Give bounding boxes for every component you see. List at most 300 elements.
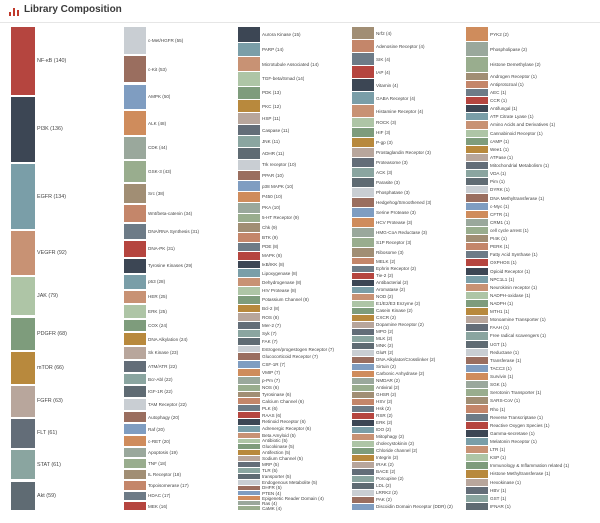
treemap-tile[interactable] <box>238 233 260 242</box>
treemap-tile[interactable] <box>124 291 146 303</box>
treemap-tile-label: Antibiotic (5) <box>262 438 288 444</box>
treemap-tile[interactable] <box>466 462 488 469</box>
treemap-tile[interactable] <box>11 277 35 315</box>
treemap-tile-label: Tyrosinase (6) <box>262 391 292 397</box>
treemap-tile[interactable] <box>466 162 488 169</box>
treemap-tile-label: Carbonic Anhydrase (2) <box>376 371 425 377</box>
treemap-tile[interactable] <box>124 224 146 239</box>
treemap-tile[interactable] <box>238 346 260 353</box>
treemap-tile[interactable] <box>352 301 374 307</box>
treemap-tile[interactable] <box>352 364 374 370</box>
treemap-tile-label: TLR (5) <box>262 467 278 473</box>
treemap-tile[interactable] <box>11 27 35 95</box>
treemap-tile[interactable] <box>238 261 260 269</box>
treemap-tile[interactable] <box>124 347 146 358</box>
treemap-tile[interactable] <box>238 491 260 495</box>
treemap-tile[interactable] <box>352 53 374 65</box>
treemap-tile[interactable] <box>352 371 374 377</box>
treemap-tile-label: TGF-beta/Smad (14) <box>262 76 305 82</box>
treemap-tile[interactable] <box>238 160 260 170</box>
treemap-tile[interactable] <box>238 214 260 223</box>
treemap-tile[interactable] <box>238 361 260 368</box>
treemap-tile-label: Dopamine Receptor (2) <box>376 322 424 328</box>
treemap-tile[interactable] <box>238 125 260 136</box>
treemap-tile[interactable] <box>466 203 488 210</box>
treemap-tile[interactable] <box>352 158 374 167</box>
treemap-tile[interactable] <box>238 287 260 295</box>
treemap-tile-label: IGF-1R (22) <box>148 389 173 395</box>
treemap-tile[interactable] <box>238 444 260 449</box>
treemap-tile[interactable] <box>352 385 374 391</box>
treemap-tile[interactable] <box>124 436 146 446</box>
treemap-tile[interactable] <box>466 332 488 339</box>
treemap-tile[interactable] <box>352 228 374 237</box>
treemap-tile-label: NOS (6) <box>262 385 279 391</box>
treemap-tile[interactable] <box>466 503 488 510</box>
treemap-tile[interactable] <box>352 490 374 496</box>
treemap-tile[interactable] <box>238 474 260 479</box>
treemap-tile-label: Reactive Oxygen Species (1) <box>490 422 550 428</box>
treemap-tile[interactable] <box>352 350 374 356</box>
treemap-tile[interactable] <box>238 322 260 329</box>
treemap-tile[interactable] <box>466 211 488 218</box>
treemap-tile-label: Dehydrogenase (8) <box>262 279 302 285</box>
treemap-tile-label: Sodium Channel (5) <box>262 456 303 462</box>
treemap-tile-label: IκB/IKK (8) <box>262 261 285 267</box>
treemap-tile[interactable] <box>466 219 488 226</box>
treemap-tile[interactable] <box>466 324 488 331</box>
treemap-tile[interactable] <box>466 308 488 315</box>
treemap-tile[interactable] <box>124 481 146 489</box>
treemap-tile[interactable] <box>11 97 35 163</box>
treemap-tile[interactable] <box>466 479 488 486</box>
treemap-tile[interactable] <box>352 329 374 335</box>
treemap-tile-label: MEK (16) <box>148 503 168 509</box>
treemap-tile[interactable] <box>124 184 146 203</box>
treemap-tile[interactable] <box>352 148 374 157</box>
treemap-tile-label: PPAR (10) <box>262 172 284 178</box>
treemap-tile[interactable] <box>352 92 374 104</box>
treemap-tile-label: Potassium Channel (8) <box>262 297 309 303</box>
treemap-tile[interactable] <box>466 251 488 258</box>
treemap-tile[interactable] <box>238 243 260 251</box>
treemap-tile[interactable] <box>352 336 374 342</box>
treemap-tile[interactable] <box>466 243 488 250</box>
treemap-tile[interactable] <box>238 353 260 360</box>
treemap-tile[interactable] <box>352 343 374 349</box>
treemap-tile[interactable] <box>238 369 260 376</box>
treemap-tile[interactable] <box>238 43 260 57</box>
treemap-tile[interactable] <box>466 97 488 104</box>
treemap-tile[interactable] <box>238 27 260 42</box>
treemap-tile-label: Histone Methyltransferase (1) <box>490 471 551 477</box>
treemap-tile[interactable] <box>352 483 374 489</box>
treemap-tile-label: Tie-2 (2) <box>376 273 394 279</box>
treemap-tile[interactable] <box>238 456 260 461</box>
treemap-tile[interactable] <box>238 385 260 391</box>
treemap-tile[interactable] <box>466 430 488 437</box>
treemap-tile[interactable] <box>466 405 488 412</box>
treemap-tile[interactable] <box>466 349 488 356</box>
treemap-tile[interactable] <box>466 357 488 364</box>
treemap-tile-label: KSP (1) <box>490 455 506 461</box>
treemap-tile[interactable] <box>352 118 374 127</box>
treemap-tile[interactable] <box>466 81 488 88</box>
treemap-tile[interactable] <box>238 462 260 467</box>
treemap-tile[interactable] <box>238 269 260 277</box>
treemap-tile[interactable] <box>352 188 374 197</box>
treemap-tile[interactable] <box>352 198 374 207</box>
treemap-tile[interactable] <box>466 422 488 429</box>
treemap-tile[interactable] <box>238 439 260 444</box>
treemap-tile[interactable] <box>124 161 146 182</box>
treemap-tile[interactable] <box>238 450 260 455</box>
treemap-tile[interactable] <box>466 113 488 120</box>
treemap-tile-label: E1/E2/E3 Enzyme (2) <box>376 301 421 307</box>
treemap-tile[interactable] <box>124 448 146 457</box>
treemap-tile-label: Aromatase (2) <box>376 287 406 293</box>
treemap-tile[interactable] <box>466 170 488 177</box>
treemap-tile-label: MNK (2) <box>376 343 394 349</box>
treemap-tile[interactable] <box>238 278 260 286</box>
treemap-tile[interactable] <box>466 27 488 41</box>
treemap-tile[interactable] <box>466 259 488 266</box>
treemap-tile[interactable] <box>124 412 146 422</box>
treemap-tile[interactable] <box>352 138 374 147</box>
treemap-tile-label: c-RET (20) <box>148 438 171 444</box>
treemap-tile[interactable] <box>352 79 374 91</box>
treemap-tile[interactable] <box>466 146 488 153</box>
treemap-tile-label: Aurora Kinase (15) <box>262 31 301 37</box>
treemap-tile-label: Hedgehog/Smoothened (3) <box>376 200 432 206</box>
treemap-tile-label: Monoamine Transporter (1) <box>490 317 546 323</box>
treemap-tile[interactable] <box>238 305 260 313</box>
treemap-tile[interactable] <box>352 448 374 454</box>
treemap-tile[interactable] <box>466 89 488 96</box>
treemap-tile-label: RSR (2) <box>376 413 393 419</box>
treemap-tile[interactable] <box>466 235 488 242</box>
treemap-tile-label: Hexokinase (1) <box>490 479 521 485</box>
treemap-tile[interactable] <box>124 259 146 273</box>
treemap-tile[interactable] <box>124 27 146 54</box>
treemap-tile[interactable] <box>124 386 146 397</box>
treemap-tile-label: BTK (9) <box>262 235 278 241</box>
treemap-tile[interactable] <box>466 300 488 307</box>
treemap-tile-label: TNF (18) <box>148 461 167 467</box>
treemap-tile[interactable] <box>124 56 146 82</box>
treemap-tile[interactable] <box>352 40 374 52</box>
treemap-tile[interactable] <box>352 434 374 440</box>
treemap-tile[interactable] <box>238 468 260 473</box>
treemap-tile[interactable] <box>352 105 374 117</box>
treemap-tile[interactable] <box>466 57 488 71</box>
treemap-tile[interactable] <box>124 399 146 410</box>
treemap-tile[interactable] <box>124 424 146 434</box>
treemap-tile[interactable] <box>352 128 374 137</box>
treemap-tile[interactable] <box>124 275 146 289</box>
treemap-tile[interactable] <box>352 248 374 257</box>
treemap-tile[interactable] <box>466 276 488 283</box>
treemap-tile[interactable] <box>352 392 374 398</box>
treemap-tile[interactable] <box>352 266 374 272</box>
treemap-tile-label: Phospholipase (2) <box>490 46 528 52</box>
treemap-tile[interactable] <box>466 73 488 80</box>
treemap-tile-label: PTEN (4) <box>262 490 282 496</box>
treemap-tile[interactable] <box>238 148 260 159</box>
treemap-tile-label: Lipoxygenase (8) <box>262 270 298 276</box>
treemap-tile-label: DNA Methyltransferase (1) <box>490 195 545 201</box>
treemap-tile[interactable] <box>466 194 488 201</box>
treemap-tile-label: HSV (2) <box>376 399 393 405</box>
treemap-tile[interactable] <box>238 203 260 213</box>
treemap-tile[interactable] <box>352 208 374 217</box>
treemap-tile-label: ALK (48) <box>148 120 167 126</box>
treemap-tile[interactable] <box>124 241 146 256</box>
treemap-tile[interactable] <box>124 333 146 345</box>
treemap-tile-label: Gamma-secretase (1) <box>490 430 535 436</box>
treemap-tile[interactable] <box>466 414 488 421</box>
treemap-tile-label: ATPase (1) <box>490 154 513 160</box>
treemap-tile[interactable] <box>466 495 488 502</box>
treemap-tile[interactable] <box>124 305 146 317</box>
treemap-tile[interactable] <box>11 450 35 479</box>
treemap-tile[interactable] <box>352 455 374 461</box>
treemap-tile[interactable] <box>238 113 260 124</box>
treemap-tile[interactable] <box>238 330 260 337</box>
treemap-tile[interactable] <box>124 111 146 135</box>
treemap-tile-label: FAAH (1) <box>490 325 509 331</box>
treemap-tile[interactable] <box>352 413 374 419</box>
treemap-tile[interactable] <box>11 352 35 384</box>
treemap-tile[interactable] <box>352 441 374 447</box>
treemap-tile[interactable] <box>238 296 260 304</box>
treemap-tile[interactable] <box>238 192 260 202</box>
treemap-tile-label: JAK (79) <box>37 293 58 300</box>
treemap-tile[interactable] <box>238 426 260 432</box>
treemap-tile[interactable] <box>352 420 374 426</box>
treemap-tile[interactable] <box>352 168 374 177</box>
treemap-tile[interactable] <box>352 258 374 264</box>
treemap-tile[interactable] <box>238 100 260 112</box>
treemap-tile[interactable] <box>11 231 35 275</box>
treemap-tile[interactable] <box>466 105 488 112</box>
treemap-tile[interactable] <box>466 470 488 477</box>
treemap-tile[interactable] <box>466 438 488 445</box>
treemap-tile[interactable] <box>238 496 260 500</box>
treemap-tile[interactable] <box>124 205 146 222</box>
treemap-tile[interactable] <box>466 42 488 56</box>
treemap-tile-label: Retinoid Receptor (6) <box>262 419 306 425</box>
treemap-tile[interactable] <box>352 504 374 510</box>
treemap-tile-label: Trk receptor (10) <box>262 162 297 168</box>
treemap-tile[interactable] <box>466 381 488 388</box>
treemap-tile[interactable] <box>238 338 260 345</box>
treemap-tile[interactable] <box>238 171 260 181</box>
treemap-tile-label: MPO (2) <box>376 329 394 335</box>
treemap-tile[interactable] <box>11 386 35 416</box>
treemap-tile-label: Akt (59) <box>37 492 56 499</box>
treemap-tile-label: Beta Amyloid (5) <box>262 432 296 438</box>
treemap-tile-label: Chk (9) <box>262 225 278 231</box>
treemap-tile[interactable] <box>238 87 260 100</box>
treemap-tile-label: Sk Kinase (23) <box>148 350 179 356</box>
treemap-tile[interactable] <box>466 138 488 145</box>
treemap-tile[interactable] <box>466 186 488 193</box>
treemap-tile-label: NOD (2) <box>376 294 394 300</box>
treemap-tile[interactable] <box>352 357 374 363</box>
treemap-tile[interactable] <box>352 27 374 39</box>
treemap-tile[interactable] <box>466 227 488 234</box>
treemap-tile[interactable] <box>238 57 260 71</box>
treemap-tile-label: Chloride channel (2) <box>376 448 418 454</box>
treemap-tile[interactable] <box>466 154 488 161</box>
treemap-tile[interactable] <box>238 480 260 485</box>
treemap-tile[interactable] <box>466 178 488 185</box>
treemap-tile-label: mTOR (66) <box>37 365 64 372</box>
treemap-tile-label: CXCR (2) <box>376 315 396 321</box>
treemap-tile[interactable] <box>466 130 488 137</box>
treemap-tile[interactable] <box>238 72 260 86</box>
treemap-tile[interactable] <box>124 459 146 468</box>
treemap-tile[interactable] <box>238 392 260 398</box>
treemap-tile-label: c-Myc (1) <box>490 203 510 209</box>
treemap-tile-label: Adenosine Receptor (4) <box>376 43 425 49</box>
treemap-tile-label: Estrogen/progestogen Receptor (7) <box>262 346 335 352</box>
treemap-tile[interactable] <box>238 136 260 147</box>
treemap-tile[interactable] <box>124 502 146 510</box>
treemap-tile[interactable] <box>466 341 488 348</box>
treemap-tile[interactable] <box>352 378 374 384</box>
treemap-tile-label: DNA Alkylator/Crosslinker (2) <box>376 357 436 363</box>
treemap-tile[interactable] <box>352 178 374 187</box>
treemap-tile[interactable] <box>238 419 260 425</box>
treemap-tile[interactable] <box>238 313 260 321</box>
treemap-tile[interactable] <box>352 66 374 78</box>
treemap-tile-label: Phosphatase (3) <box>376 190 410 196</box>
treemap-tile-label: PI4K (1) <box>490 236 507 242</box>
treemap-tile[interactable] <box>466 365 488 372</box>
treemap-tile[interactable] <box>238 433 260 438</box>
treemap-tile-label: Microtubule Associated (14) <box>262 61 319 67</box>
treemap-tile[interactable] <box>466 121 488 128</box>
treemap-tile[interactable] <box>124 85 146 110</box>
treemap-tile[interactable] <box>238 405 260 411</box>
treemap-tile-label: GST (1) <box>490 495 507 501</box>
treemap-tile[interactable] <box>352 287 374 293</box>
treemap-tile-label: Casein Kinase (2) <box>376 308 413 314</box>
treemap-tile[interactable] <box>352 469 374 475</box>
treemap-tile[interactable] <box>352 308 374 314</box>
treemap-tile[interactable] <box>124 470 146 479</box>
treemap-tile[interactable] <box>352 294 374 300</box>
treemap-tile[interactable] <box>124 137 146 159</box>
treemap-tile-label: NADPH (1) <box>490 301 513 307</box>
treemap-tile-label: Vitamin (4) <box>376 82 399 88</box>
treemap-tile-label: Glucokinase (5) <box>262 444 295 450</box>
treemap-tile-label: P450 (10) <box>262 194 283 200</box>
treemap-tile[interactable] <box>124 361 146 372</box>
treemap-tile-label: transporter (5) <box>262 473 292 479</box>
treemap-tile[interactable] <box>238 223 260 232</box>
treemap-tile[interactable] <box>352 273 374 279</box>
treemap-tile[interactable] <box>238 486 260 491</box>
treemap-tile[interactable] <box>352 497 374 503</box>
treemap-tile-label: c-Met/HGFR (55) <box>148 38 184 44</box>
treemap-tile-label: c-Kit (53) <box>148 66 167 72</box>
treemap-tile-label: NMDAR (2) <box>376 378 400 384</box>
treemap-tile[interactable] <box>11 318 35 351</box>
treemap-tile[interactable] <box>11 482 35 510</box>
treemap-tile[interactable] <box>238 252 260 260</box>
treemap-tile[interactable] <box>11 164 35 229</box>
treemap-tile[interactable] <box>352 406 374 412</box>
treemap-tile[interactable] <box>238 398 260 404</box>
treemap-tile[interactable] <box>466 487 488 494</box>
treemap-tile-label: Ephrin Receptor (2) <box>376 266 417 271</box>
treemap-tile[interactable] <box>238 377 260 384</box>
treemap-tile[interactable] <box>352 399 374 405</box>
treemap-tile-label: PDK (13) <box>262 90 281 96</box>
treemap-tile-label: Antibacterial (2) <box>376 280 409 286</box>
treemap-tile[interactable] <box>466 454 488 461</box>
treemap-tile[interactable] <box>352 476 374 482</box>
treemap-tile[interactable] <box>466 446 488 453</box>
treemap-tile-label: Immunology & Inflammation related (1) <box>490 463 570 469</box>
treemap-tile[interactable] <box>352 322 374 328</box>
treemap-tile[interactable] <box>466 397 488 404</box>
treemap-tile[interactable] <box>11 419 35 448</box>
treemap-tile[interactable] <box>352 462 374 468</box>
treemap-tile[interactable] <box>238 181 260 191</box>
treemap-tile-label: PLK (6) <box>262 405 278 411</box>
treemap-tile[interactable] <box>466 268 488 275</box>
treemap-tile[interactable] <box>238 412 260 418</box>
treemap-tile[interactable] <box>352 427 374 433</box>
treemap-tile-label: Proteasome (3) <box>376 160 408 166</box>
treemap-tile-label: Wee1 (1) <box>490 146 509 152</box>
treemap-tile-label: PI3K (136) <box>37 126 63 133</box>
treemap-tile[interactable] <box>352 280 374 286</box>
treemap-tile[interactable] <box>124 320 146 332</box>
treemap-tile[interactable] <box>124 492 146 500</box>
treemap-tile-label: NF-κB (140) <box>37 57 67 64</box>
treemap-tile-label: GSK-3 (43) <box>148 168 172 174</box>
treemap-tile[interactable] <box>466 292 488 299</box>
treemap-tile-label: Topoisomerase (17) <box>148 482 189 488</box>
treemap-tile-label: PDE (8) <box>262 244 279 250</box>
treemap-tile[interactable] <box>124 374 146 385</box>
treemap-tile[interactable] <box>238 501 260 505</box>
treemap-tile[interactable] <box>352 315 374 321</box>
treemap-tile[interactable] <box>466 316 488 323</box>
treemap-tile-label: ATP Citrate Lyase (1) <box>490 114 534 120</box>
treemap-tile[interactable] <box>466 284 488 291</box>
treemap-tile[interactable] <box>238 506 260 510</box>
treemap-tile[interactable] <box>466 389 488 396</box>
treemap-tile-label: Caspase (11) <box>262 127 290 133</box>
treemap-tile-label: Discoidin Domain Receptor (DDR) (2) <box>376 504 453 510</box>
treemap-tile[interactable] <box>352 238 374 247</box>
treemap-tile-label: DYRK (1) <box>490 187 510 193</box>
treemap-tile-label: p53 (28) <box>148 279 166 285</box>
treemap-tile[interactable] <box>466 373 488 380</box>
treemap-tile-label: EGFR (134) <box>37 193 67 200</box>
treemap-tile-label: SGK (1) <box>490 382 507 388</box>
treemap-tile-label: GHSR (2) <box>376 392 397 398</box>
treemap-tile-label: ERK (25) <box>148 308 167 314</box>
treemap-tile-label: VEGFR (92) <box>37 250 67 257</box>
treemap-tile[interactable] <box>352 218 374 227</box>
